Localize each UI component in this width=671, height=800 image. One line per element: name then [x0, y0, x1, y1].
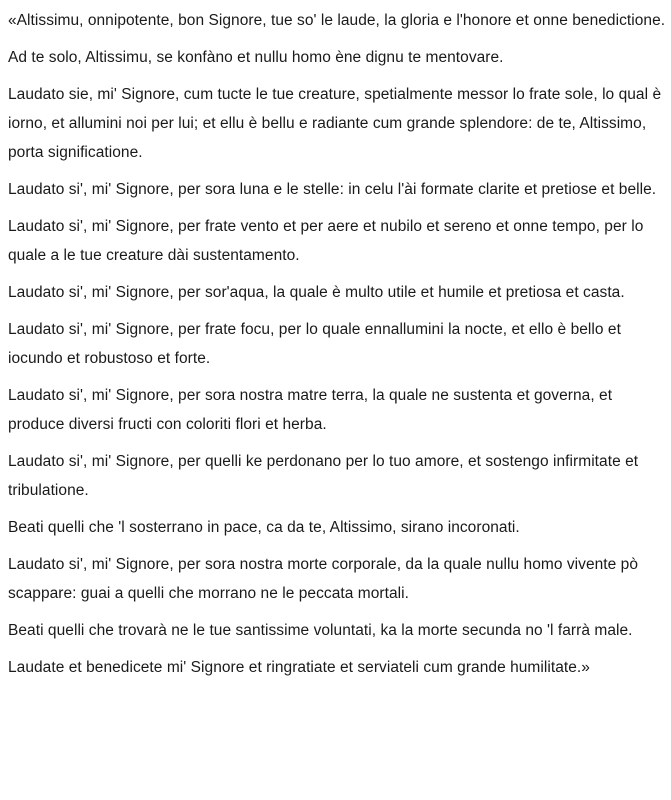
stanza-11: Laudato si', mi' Signore, per sora nostra morte corporale, da la quale nullu homo vivente pò scappare: guai a quelli che morrano ne le peccata mortali.: [8, 556, 639, 602]
stanza-12: Beati quelli che trovarà ne le tue santissime voluntati, ka la morte secunda no 'l farrà male.: [8, 622, 633, 639]
stanza-4: Laudato si', mi' Signore, per sora luna e le stelle: in celu l'ài formate clarite et pretiose et belle.: [8, 181, 657, 198]
stanza-7: Laudato si', mi' Signore, per frate focu, per lo quale ennallumini la nocte, et ello è bello et iocundo et robustoso et forte.: [8, 321, 621, 367]
stanza-3: Laudato sie, mi' Signore, cum tucte le tue creature, spetialmente messor lo frate sole, lo qual è iorno, et allumini noi per lui; et ellu è bellu e radiante cum grande splendore: de te, Altissimo, porta significatione.: [8, 86, 662, 161]
poem-text: [8, 6, 670, 690]
stanza-9: Laudato si', mi' Signore, per quelli ke perdonano per lo tuo amore, et sostengo infirmitate et tribulatione.: [8, 453, 639, 499]
stanza-8: Laudato si', mi' Signore, per sora nostra matre terra, la quale ne sustenta et governa, et produce diversi fructi con coloriti flori et herba.: [8, 387, 613, 433]
stanza-2: Ad te solo, Altissimu, se konfàno et nullu homo ène dignu te mentovare.: [8, 49, 504, 66]
stanza-6: Laudato si', mi' Signore, per sor'aqua, la quale è multo utile et humile et pretiosa et casta.: [8, 284, 625, 301]
stanza-1: «Altissimu, onnipotente, bon Signore, tue so' le laude, la gloria e l'honore et onne benedictione.: [8, 12, 666, 29]
stanza-10: Beati quelli che 'l sosterrano in pace, ca da te, Altissimo, sirano incoronati.: [8, 519, 520, 536]
stanza-13: Laudate et benedicete mi' Signore et ringratiate et serviateli cum grande humilitate.»: [8, 659, 590, 676]
stanza-5: Laudato si', mi' Signore, per frate vento et per aere et nubilo et sereno et onne tempo, per lo quale a le tue creature dài sustentamento.: [8, 218, 644, 264]
